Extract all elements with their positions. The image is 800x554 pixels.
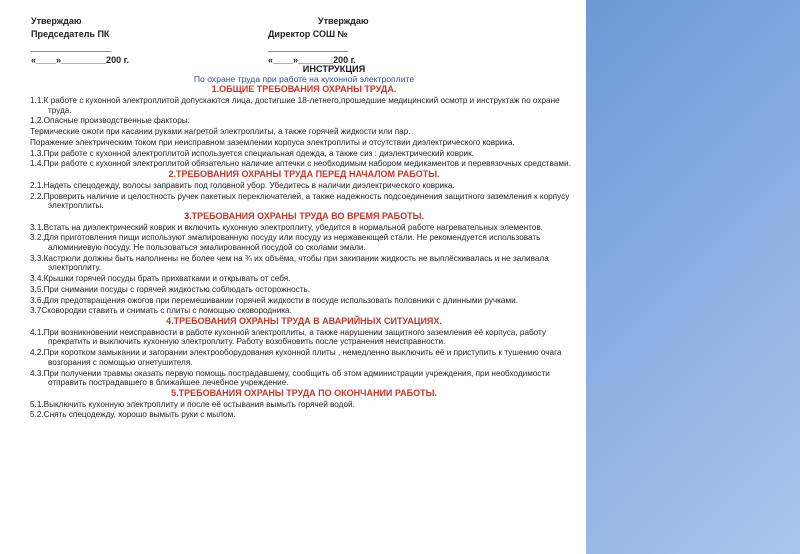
clause-5-2: 5.2.Снять спецодежду, хорошо вымыть руки с мылом. xyxy=(30,410,236,420)
approval-block-right xyxy=(268,15,369,67)
document-subtitle: По охране труда при работе на кухонной электроплите xyxy=(193,73,415,84)
clause-5-1: 5.1.Выключить кухонную электроплиту и после её остывания вымыть горячей водой. xyxy=(30,399,355,409)
section-heading: 5.ТРЕБОВАНИЯ ОХРАНЫ ТРУДА ПО ОКОНЧАНИИ РАБОТЫ. xyxy=(171,387,437,398)
approval-title: Утверждаю xyxy=(31,16,82,26)
clause-1-4: 1.4.При работе с кухонной электроплитой обязательно наличие аптечки с необходимым набором медикаментов и перевязочных средствами. xyxy=(30,159,571,169)
signature-line: __________________ xyxy=(268,43,349,52)
clause-1-3: 1.3.При работе с кухонной электроплитой используется специальная одежда, а также сиз : диэлектрический коврик. xyxy=(30,148,474,158)
clause-3-1: 3.1.Встать на диэлектрический коврик и включить кухонную электроплиту, убедится в нормальной работе нагревательных элементов. xyxy=(30,222,543,232)
clause-3-7: 3.7Сковородки ставить и снимать с плиты с помощью сковородника. xyxy=(30,306,292,316)
approval-block-left xyxy=(31,15,129,67)
approval-title: Утверждаю xyxy=(318,16,369,26)
clause-1-2: 1.2.Опасные производственные факторы: xyxy=(30,116,190,126)
clause-4-2: 4.2.При коротком замыкании и загорании электрооборудования кухонной плиты , немедленно выключить её и приступить к тушению очага возгорания с помощью огнетушителя. xyxy=(30,348,562,367)
clause-3-2: 3.2.Для приготовления пищи используют эмалированную посуду или посуду из нержавеющей стали. Не рекомендуется использовать алюминиевую посуду. Не пользоваться эмалированной посудой со сколами эмали. xyxy=(30,233,541,252)
approval-date: «____»_______200 г. xyxy=(268,55,356,65)
clause-3-4: 3.4.Крышки горячей посуды брать прихватками и открывать от себя. xyxy=(30,274,291,284)
clause-2-2: 2.2.Проверить наличие и целостность ручек пакетных переключателей, а также надежность подсоединения защитного заземления к корпусу электроплиты. xyxy=(30,191,570,211)
signature-line: __________________ xyxy=(31,43,112,52)
hazard-electric: Поражение электрическим током при неисправном заземлении корпуса электроплиты и отсутствии диэлектрического коврика. xyxy=(30,137,515,147)
clause-3-5: 3.5.При снимании посуды с горячей жидкостью соблюдать осторожность. xyxy=(30,284,311,294)
clause-2-1: 2.1.Надеть спецодежду, волосы заправить под головной убор. Убедитесь в наличии диэлектрического коврика. xyxy=(30,180,455,190)
hazard-burns: Термические ожоги при касании руками нагретой электроплиты, а также горячей жидкости или пар. xyxy=(30,127,411,137)
clause-3-6: 3.6.Для предотвращения ожогов при перемешивании горячей жидкости в посуде использовать половники с длинными ручками. xyxy=(30,295,518,305)
clause-4-3: 4.3.При получении травмы оказать первую помощь пострадавшему, сообщить об этом администрации учреждения, при необходимости отправить пострадавшего в ближайшее лечебное учреждение. xyxy=(30,368,550,388)
clause-3-3: 3.3.Кастрюли должны быть наполнены не более чем на ¾ их объёма, чтобы при закипании жидкость не выплёскивалась и не заливала электроплиту. xyxy=(30,253,549,273)
section-heading: 3.ТРЕБОВАНИЯ ОХРАНЫ ТРУДА ВО ВРЕМЯ РАБОТЫ. xyxy=(184,210,424,221)
clause-1-1: 1.1.К работе с кухонной электроплитой допускаются лица, достигшие 18-летнего,прошедшие медицинский осмотр и инструктаж по охране труда. xyxy=(30,95,560,115)
section-heading: 4.ТРЕБОВАНИЯ ОХРАНЫ ТРУДА В АВАРИЙНЫХ СИТУАЦИЯХ. xyxy=(166,316,442,327)
document-title: ИНСТРУКЦИЯ xyxy=(302,64,366,74)
approval-role: Председатель ПК xyxy=(31,29,110,39)
approval-role: Директор СОШ № xyxy=(268,29,348,39)
clause-4-1: 4.1.При возникновении неисправности в работе кухонной электроплиты, а также нарушении защитного заземления её корпуса, работу прекратить и выключить кухонную электроплиту. Работу возобновить после устранения неисправности. xyxy=(30,327,546,347)
approval-date: «____»_________200 г. xyxy=(31,55,129,65)
section-heading: 1.ОБЩИЕ ТРЕБОВАНИЯ ОХРАНЫ ТРУДА. xyxy=(211,84,397,95)
instruction-body xyxy=(30,65,578,420)
section-heading: 2.ТРЕБОВАНИЯ ОХРАНЫ ТРУДА ПЕРЕД НАЧАЛОМ РАБОТЫ. xyxy=(168,169,440,180)
